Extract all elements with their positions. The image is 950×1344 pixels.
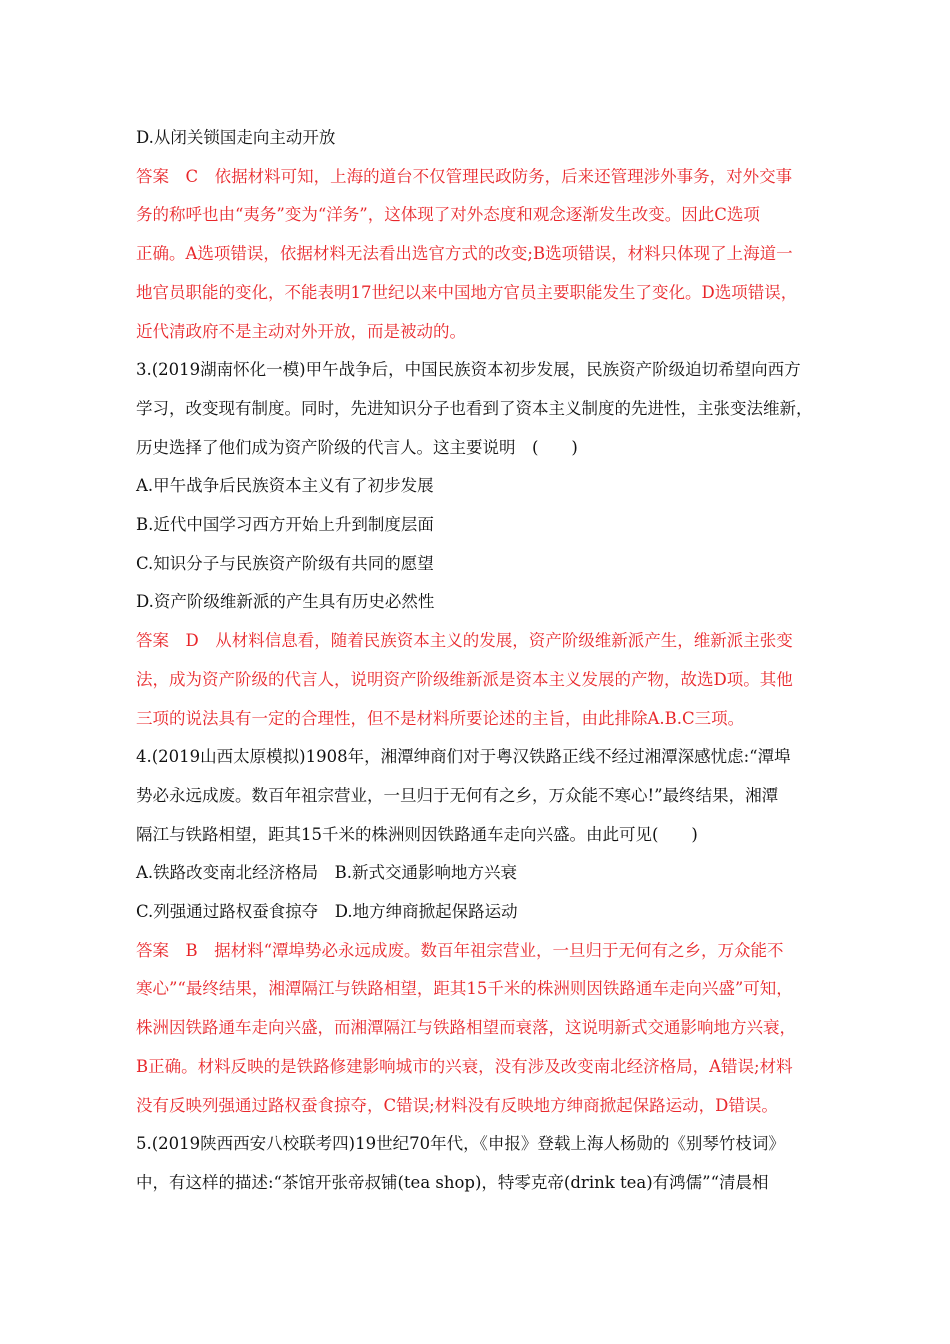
answer-line: 三项的说法具有一定的合理性，但不是材料所要论述的主旨，由此排除A.B.C三项。	[136, 708, 745, 728]
answer-line: 近代清政府不是主动对外开放，而是被动的。	[136, 321, 466, 341]
answer-line: 务的称呼也由“夷务”变为“洋务”，这体现了对外态度和观念逐渐发生改变。因此C选项	[136, 205, 760, 225]
answer-line: 地官员职能的变化，不能表明17世纪以来中国地方官员主要职能发生了变化。D选项错误，	[136, 282, 798, 302]
option-line: C.列强通过路权蚕食掠夺 D.地方绅商掀起保路运动	[136, 902, 518, 921]
option-line: C.知识分子与民族资产阶级有共同的愿望	[136, 553, 434, 573]
question-line: 势必永远成废。数百年祖宗营业，一旦归于无何有之乡，万众能不寒心!”最终结果，湘潭	[136, 785, 779, 805]
answer-line: 正确。A选项错误，依据材料无法看出选官方式的改变;B选项错误，材料只体现了上海道一	[136, 244, 793, 264]
question-line: 学习，改变现有制度。同时，先进知识分子也看到了资本主义制度的先进性，主张变法维新，	[136, 398, 813, 418]
option-line: A.铁路改变南北经济格局 B.新式交通影响地方兴衰	[136, 863, 518, 883]
answer-line: B正确。材料反映的是铁路修建影响城市的兴衰，没有涉及改变南北经济格局，A错误;材料	[136, 1056, 793, 1076]
option-line: D.从闭关锁国走向主动开放	[136, 128, 336, 147]
option-line: B.近代中国学习西方开始上升到制度层面	[136, 515, 434, 534]
question-line: 隔江与铁路相望，距其15千米的株洲则因铁路通车走向兴盛。由此可见( )	[136, 824, 698, 844]
question-line: 4.(2019山西太原模拟)1908年，湘潭绅商们对于粤汉铁路正线不经过湘潭深感忧虑:“潭埠	[136, 747, 791, 767]
answer-line: 答案 B 据材料“潭埠势必永远成废。数百年祖宗营业，一旦归于无何有之乡，万众能不	[136, 940, 784, 960]
answer-line: 寒心”“最终结果，湘潭隔江与铁路相望，距其15千米的株洲则因铁路通车走向兴盛”可知，	[136, 979, 793, 999]
question-line: 5.(2019陕西西安八校联考四)19世纪70年代，《申报》登载上海人杨勋的《别琴竹枝词》	[136, 1134, 785, 1154]
answer-line: 答案 C 依据材料可知，上海的道台不仅管理民政防务，后来还管理涉外事务，对外交事	[136, 166, 793, 186]
option-line: D.资产阶级维新派的产生具有历史必然性	[136, 592, 435, 612]
answer-line: 没有反映列强通过路权蚕食掠夺，C错误;材料没有反映地方绅商掀起保路运动，D错误。	[136, 1095, 778, 1115]
answer-line: 株洲因铁路通车走向兴盛，而湘潭隔江与铁路相望而衰落，这说明新式交通影响地方兴衰，	[136, 1018, 796, 1038]
answer-line: 答案 D 从材料信息看，随着民族资本主义的发展，资产阶级维新派产生，维新派主张变	[136, 631, 793, 651]
answer-line: 法，成为资产阶级的代言人，说明资产阶级维新派是资本主义发展的产物，故选D项。其他	[136, 669, 793, 689]
option-line: A.甲午战争后民族资本主义有了初步发展	[136, 476, 434, 496]
question-line: 中，有这样的描述:“茶馆开张帝叔铺(tea shop)，特零克帝(drink tea)有鸿儒”“清晨相	[136, 1172, 769, 1192]
question-line: 3.(2019湖南怀化一模)甲午战争后，中国民族资本初步发展，民族资产阶级迫切希望向西方	[136, 360, 801, 380]
question-line: 历史选择了他们成为资产阶级的代言人。这主要说明 ( )	[136, 437, 578, 457]
